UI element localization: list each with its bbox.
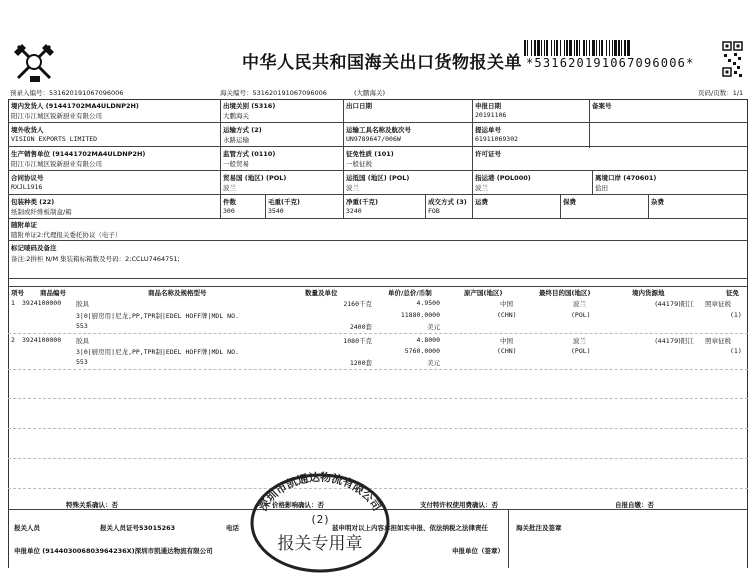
item-code: 3924100000 [22,336,62,344]
customs-name: (大鹏海关) [354,89,386,97]
barcode-bar [566,40,568,56]
col-code: 商品编号 [40,289,66,297]
item-name: 胶具 [76,337,89,345]
misc-label: 杂费 [651,198,664,206]
barcode-bar [554,40,555,56]
net-label: 净重(千克) [346,198,378,206]
contract-value: RXJL1916 [11,183,43,191]
declare-seal-label: 申报单位（签章） [452,547,504,555]
item-spec-2: 553 [76,322,88,330]
item-levy-code: (1) [730,347,742,355]
barcode-bar [579,40,580,56]
dest-country-value: 波兰 [346,184,359,192]
declare-unit: 申报单位 (914403006803964236X)深圳市凯通达物流有限公司 [14,547,213,555]
item-qty-2: 1200套 [349,359,372,367]
exit-customs-value: 大鹏海关 [223,112,249,120]
record-no-label: 备案号 [592,102,612,110]
bill-label: 提运单号 [475,126,501,134]
barcode-bar [564,40,565,56]
net-value: 3240 [346,207,362,215]
special-relation: 特殊关系确认：否 [66,501,118,509]
royalty-confirm: 支付特许权使用费确认：否 [420,501,498,509]
barcode-bar [609,40,610,56]
item-origin: 中国 [500,300,513,308]
item-dest: 波兰 [573,337,586,345]
item-unit-price: 4.9500 [416,299,440,307]
customs-number: 海关编号：531620191067096006 [220,89,327,97]
barcode-bar [621,40,622,56]
svg-text:深圳市凯通达物流有限公司 [257,470,385,514]
producer-value: 阳江市江城区锐新厨业有限公司 [11,160,102,168]
col-price: 单价/总价/币制 [388,289,432,297]
item-source: (44179)阳江 [655,300,694,308]
consignor-label: 境内发货人 (91441702MA4ULDNP2H) [11,102,139,110]
item-currency: 美元 [427,323,440,331]
barcode-bar [544,40,545,56]
barcode-bar [534,40,536,56]
consignee-label: 境外收货人 [11,126,44,134]
item-dest-code: (POL) [571,347,591,355]
customs-stamp [246,463,394,573]
barcode-bar [569,40,572,56]
col-source: 境内货源地 [632,289,665,297]
marks-value: 备注:2拼柜 N/M 集装箱标箱数及号码：2;CCLU7464751; [11,255,180,263]
col-name: 商品名称及规格型号 [148,289,207,297]
export-date-label: 出口日期 [346,102,372,110]
page-number: 页码/页数：1/1 [698,89,744,97]
item-levy-code: (1) [730,311,742,319]
barcode-bar [537,40,540,56]
barcode-bar [618,40,620,56]
barcode-bar [574,40,575,56]
pre-entry-number: 预录入编号：531620191067096006 [10,89,124,97]
barcode-bar [556,40,558,56]
barcode-bar [583,40,585,56]
docs-label: 随附单证 [11,221,37,229]
customs-note-label: 海关批注及签章 [516,524,562,532]
customs-emblem-icon [10,38,60,86]
port-value: 波兰 [475,184,488,192]
barcode-bar [531,40,532,56]
insurance-label: 保费 [563,198,576,206]
port-label: 指运港 (POL000) [475,174,531,182]
gross-label: 毛重(千克) [268,198,300,206]
vessel-value: UN9789647/006W [346,135,401,143]
trade-country-label: 贸易国 (地区) (POL) [223,174,287,182]
barcode-bar [614,40,617,56]
item-dest: 波兰 [573,300,586,308]
exit-customs-label: 出境关别 (5316) [223,102,276,110]
item-code: 3924100000 [22,299,62,307]
pieces-value: 300 [223,207,235,215]
item-qty: 1080千克 [343,337,372,345]
item-unit-price: 4.8000 [416,336,440,344]
declare-date-value: 20191106 [475,111,507,119]
col-origin: 原产国(地区) [464,289,503,297]
stamp-number: (2) [310,513,330,526]
barcode-bar [551,40,552,56]
docs-value: 随附单证2:代理报关委托协议（电子） [11,231,122,239]
gross-value: 3540 [268,207,284,215]
pieces-label: 件数 [223,198,236,206]
barcode-bar [627,40,630,56]
item-total-price: 11880.0000 [400,311,440,319]
item-levy: 照章征税 [705,300,731,308]
price-impact: 价格影响确认：否 [272,501,324,509]
item-currency: 美元 [427,359,440,367]
item-origin-code: (CHN) [497,347,517,355]
item-name: 胶具 [76,300,89,308]
supervision-value: 一般贸易 [223,160,249,168]
barcode-bar [596,40,597,56]
barcode-bar [546,40,548,56]
consignee-value: VISION EXPORTS LIMITED [11,135,98,143]
barcode-bar [606,40,607,56]
col-levy: 征免 [726,289,739,297]
qr-code-icon [722,40,744,80]
col-dest: 最终目的国(地区) [539,289,591,297]
item-qty-2: 2400套 [349,323,372,331]
item-levy: 照章征税 [705,337,731,345]
trade-country-value: 波兰 [223,184,236,192]
barcode-bar [527,40,528,56]
barcode-number: *531620191067096006* [526,56,695,70]
item-no: 2 [11,336,15,344]
col-item-no: 项号 [11,289,24,297]
barcode-bar [589,40,590,56]
exit-port-value: 盐田 [595,184,608,192]
self-report: 自报自缴：否 [615,501,654,509]
barcode-bar [541,40,542,56]
pack-label: 包装种类 (22) [11,198,55,206]
barcode-bar [601,40,603,56]
declarant-cert: 报关人员证号53015263 [100,524,176,532]
dest-country-label: 运抵国 (地区) (POL) [346,174,410,182]
barcode-bar [592,40,595,56]
barcode-bar [624,40,626,56]
page-title: 中华人民共和国海关出口货物报关单 [242,53,522,73]
item-dest-code: (POL) [571,311,591,319]
deal-label: 成交方式 (3) [428,198,467,206]
transport-value: 水路运输 [223,136,249,144]
barcode-bar [524,40,526,56]
item-source: (44179)阳江 [655,337,694,345]
barcode-bar [599,40,600,56]
bill-value: 61911069302 [475,135,519,143]
barcode-bar [586,40,587,56]
item-origin: 中国 [500,337,513,345]
contract-label: 合同协议号 [11,174,44,182]
col-qty: 数量及单位 [305,289,338,297]
producer-label: 生产销售单位 (91441702MA4ULDNP2H) [11,150,146,158]
statement: 兹申明对以上内容承担如实申报、依法纳税之法律责任 [332,524,488,532]
phone-label: 电话 [226,524,239,532]
item-qty: 2160千克 [343,300,372,308]
consignor-value: 阳江市江城区锐新厨业有限公司 [11,112,102,120]
barcode-bar [576,40,578,56]
stamp-inner-text: 报关专用章 [277,534,363,554]
declare-date-label: 申报日期 [475,102,501,110]
license-label: 许可证号 [475,150,501,158]
item-total-price: 5760.0000 [404,347,440,355]
freight-label: 运费 [475,198,488,206]
item-origin-code: (CHN) [497,311,517,319]
transport-label: 运输方式 (2) [223,126,262,134]
item-spec: 3|0|厨房用|尼龙,PP,TPR制|EDEL HOFF牌|MDL NO. [76,312,239,320]
item-no: 1 [11,299,15,307]
vessel-label: 运输工具名称及航次号 [346,126,411,134]
stamp-outer-text: 深圳市凯通达物流有限公司 [256,470,384,514]
deal-value: FOB [428,207,440,215]
exit-port-label: 离境口岸 (470601) [595,174,657,182]
pack-value: 纸制或纤维板制盒/箱 [11,208,72,216]
levy-label: 征免性质 (101) [346,150,394,158]
declarant-label: 报关人员 [14,524,40,532]
marks-label: 标记唛码及备注 [11,244,57,252]
item-spec-2: 553 [76,358,88,366]
levy-value: 一般征税 [346,160,372,168]
barcode-bar [612,40,613,56]
supervision-label: 监管方式 (0110) [223,150,276,158]
item-spec: 3|0|厨房用|尼龙,PP,TPR制|EDEL HOFF牌|MDL NO. [76,348,239,356]
barcode-bar [560,40,561,56]
